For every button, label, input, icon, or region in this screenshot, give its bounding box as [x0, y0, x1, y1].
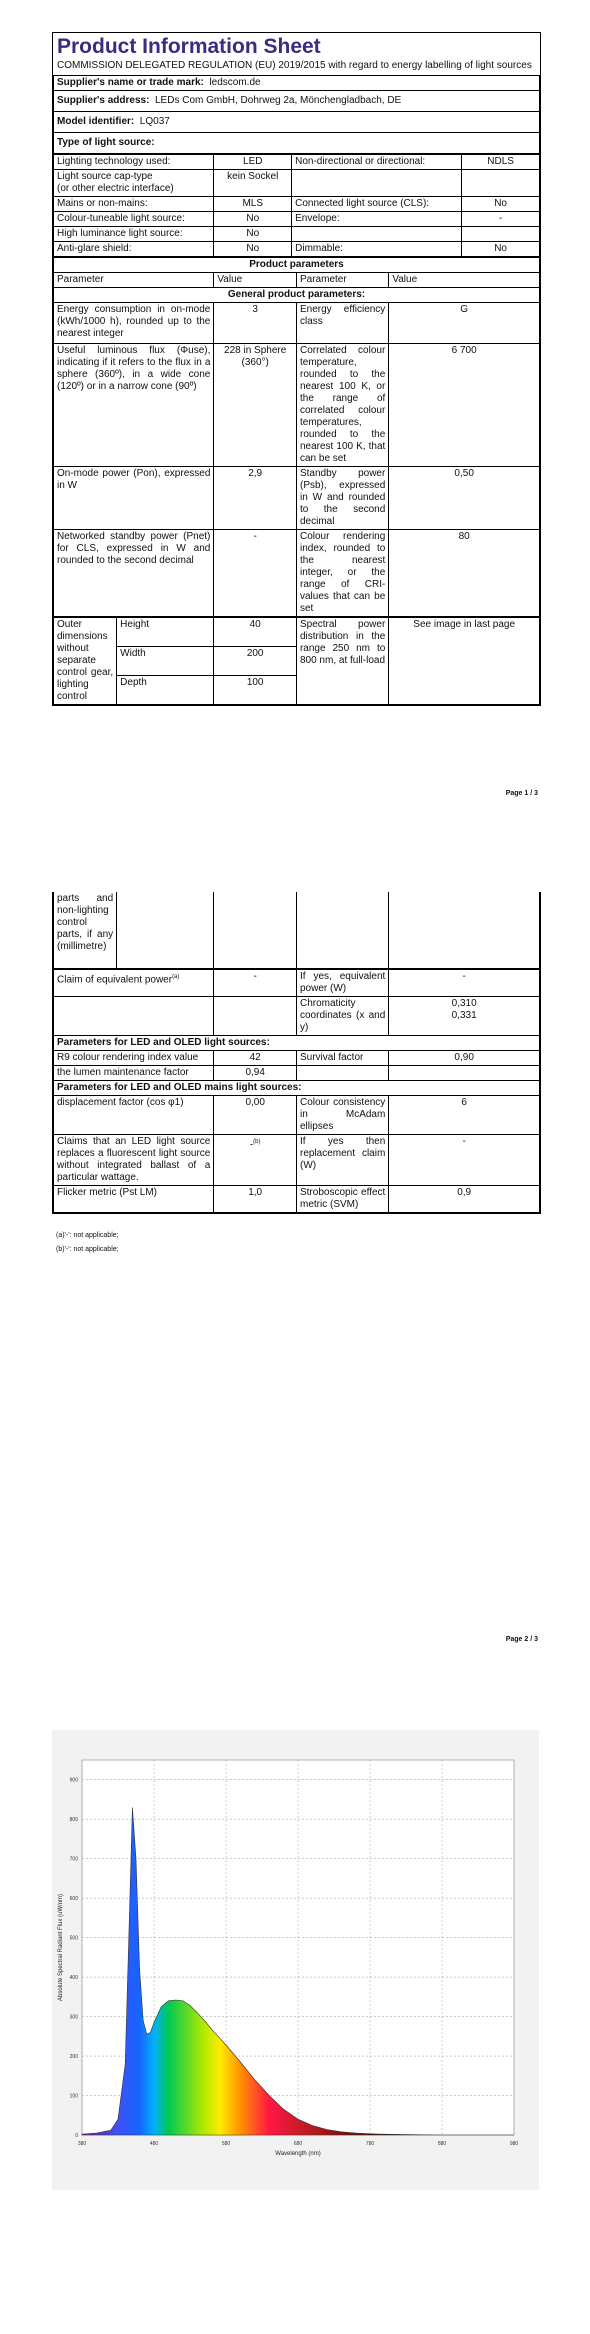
param-value-2: 80	[389, 530, 540, 617]
spec-label-2	[296, 1066, 388, 1081]
params-table	[53, 257, 540, 617]
spec-row	[54, 1135, 540, 1186]
spec-text: 1,0	[248, 1187, 263, 1198]
type-value: No	[214, 227, 292, 242]
spec-text: -	[462, 1136, 466, 1147]
spec-label	[54, 1066, 214, 1081]
spec-text: Survival factor	[299, 1052, 364, 1063]
type-value-2: NDLS	[462, 155, 540, 170]
y-tick-label: 200	[69, 2054, 78, 2061]
y-tick-label: 700	[69, 1856, 78, 1863]
spec-text: R9 colour rendering index value	[57, 1052, 199, 1063]
spec-text: Chromaticity coordinates (x and y)	[299, 998, 386, 1033]
param-label-2: Standby power (Psb), expressed in W and rounded to the second decimal	[296, 467, 388, 530]
spec-row	[54, 1051, 540, 1066]
param-value-2: G	[389, 303, 540, 344]
spec-text: If yes, equivalent power (W)	[299, 971, 386, 994]
info-sheet-page-1	[52, 32, 541, 706]
x-tick-label: 680	[293, 2141, 303, 2147]
y-tick-label: 400	[69, 1975, 78, 1982]
spec-label-2	[296, 1135, 388, 1186]
param-row	[54, 344, 540, 467]
type-label: High luminance light source:	[54, 227, 214, 242]
type-table	[53, 154, 540, 257]
dim-name: Depth	[117, 676, 214, 705]
type-label: Anti-glare shield:	[54, 242, 214, 257]
supplier-address: LEDs Com GmbH, Dohrweg 2a, Mönchengladbach, DE	[154, 95, 402, 106]
product-params-band: Product parameters	[54, 258, 540, 273]
param-value: 2,9	[214, 467, 297, 530]
mains-params-band: Parameters for LED and OLED mains light sources:	[54, 1081, 540, 1096]
dim-name: Height	[117, 618, 214, 647]
spec-label	[54, 970, 214, 997]
y-tick-label: 900	[69, 1777, 78, 1784]
param-label-2: Correlated colour temperature, rounded to the nearest 100 K, or the range of correlated colour temperatures, rounded to the nearest 100 K, that can be set	[296, 344, 388, 467]
spec-value	[214, 1066, 297, 1081]
type-label: Mains or non-mains:	[54, 197, 214, 212]
type-label: Lighting technology used:	[54, 155, 214, 170]
col-param-head: Parameter	[54, 273, 214, 288]
spec-label-2	[296, 1096, 388, 1135]
spec-row	[54, 1096, 540, 1135]
supplier-address-row	[54, 91, 540, 112]
param-row	[54, 303, 540, 344]
model-label: Model identifier:	[57, 116, 135, 127]
model-identifier: LQ037	[139, 116, 170, 127]
y-tick-label: 800	[69, 1817, 78, 1824]
y-tick-label: 0	[75, 2133, 78, 2139]
note-b: (b)'-': not applicable;	[56, 1246, 119, 1253]
type-value: kein Sockel	[214, 170, 292, 197]
spec-label	[54, 1135, 214, 1186]
param-label: Energy consumption in on-mode (kWh/1000 h), rounded up to the nearest integer	[54, 303, 214, 344]
dims-row	[54, 618, 540, 647]
type-value: No	[214, 212, 292, 227]
spec-text: the lumen maintenance factor	[57, 1067, 189, 1078]
col-value-head-2: Value	[389, 273, 540, 288]
x-tick-label: 880	[437, 2141, 447, 2147]
x-axis-label: Wavelength (nm)	[275, 2151, 321, 2157]
spec-value	[214, 1051, 297, 1066]
spec-label	[54, 997, 214, 1036]
col-value-head: Value	[214, 273, 297, 288]
dims-label-continued: parts and non-lighting control parts, if any (millimetre)	[54, 892, 117, 969]
x-tick-label: 980	[509, 2141, 519, 2147]
spec-label-2	[296, 1051, 388, 1066]
spec-value	[214, 1186, 297, 1213]
spec-value-2	[389, 997, 540, 1036]
spectrum-chart	[52, 1730, 539, 2190]
type-value-2: No	[462, 242, 540, 257]
spec-text: -	[253, 971, 257, 982]
model-row	[54, 112, 540, 133]
spec-value	[214, 970, 297, 997]
type-row	[54, 170, 540, 197]
dim-value: 100	[214, 676, 297, 705]
note-a: (a)'-': not applicable;	[56, 1232, 119, 1239]
y-axis-label: Absolute Spectral Radiant Flux (uW/nm)	[58, 1893, 64, 2002]
dim-value: 200	[214, 647, 297, 676]
type-value: MLS	[214, 197, 292, 212]
type-row	[54, 227, 540, 242]
spec-text: Colour consistency in McAdam ellipses	[299, 1097, 386, 1132]
general-params-band: General product parameters:	[54, 288, 540, 303]
spec-text: 0,9	[457, 1187, 472, 1198]
type-label: Light source cap-type (or other electric interface)	[54, 170, 214, 197]
spec-text: Claims that an LED light source replaces a fluorescent light source without integrated ballast of a particular wattage.	[57, 1136, 211, 1183]
supplier-address-label: Supplier's address:	[57, 95, 150, 106]
param-value: -	[214, 530, 297, 617]
type-header: Type of light source:	[54, 133, 540, 154]
led-params-band: Parameters for LED and OLED light sources:	[54, 1036, 540, 1051]
spec-text: Claim of equivalent power	[57, 974, 173, 986]
spd-label: Spectral power distribution in the range 250 nm to 800 nm, at full-load	[296, 618, 388, 705]
spec-row	[54, 1186, 540, 1213]
param-value-2: 6 700	[389, 344, 540, 467]
param-value: 228 in Sphere (360°)	[214, 344, 297, 467]
dim-value: 40	[214, 618, 297, 647]
spec-text: 0,90	[454, 1052, 474, 1063]
type-value: No	[214, 242, 292, 257]
param-row	[54, 467, 540, 530]
sheet-title: Product Information Sheet	[57, 35, 321, 58]
type-label-2: Non-directional or directional:	[292, 155, 462, 170]
param-value: 3	[214, 303, 297, 344]
x-tick-label: 780	[365, 2141, 375, 2147]
page-1-number: Page 1 / 3	[505, 790, 538, 797]
spec-text: -	[462, 971, 466, 982]
spec-value	[214, 1096, 297, 1135]
y-tick-label: 100	[69, 2093, 78, 2100]
spec-text: If yes then replacement claim (W)	[299, 1136, 386, 1171]
param-label: Networked standby power (Pnet) for CLS, expressed in W and rounded to the second decimal	[54, 530, 214, 617]
spec-label-2	[296, 997, 388, 1036]
type-value-2: No	[462, 197, 540, 212]
x-tick-label: 480	[149, 2141, 159, 2147]
type-value-2	[462, 227, 540, 242]
footnote-marker: (b)	[253, 1139, 261, 1145]
spec-value	[214, 997, 297, 1036]
spec-text: 6	[461, 1097, 467, 1108]
page-2-number: Page 2 / 3	[505, 1636, 538, 1643]
page-2-table	[53, 969, 540, 1213]
spec-label	[54, 1051, 214, 1066]
supplier-name-label: Supplier's name or trade mark:	[57, 77, 204, 88]
spec-text: -	[249, 1139, 254, 1151]
param-value-2: 0,50	[389, 467, 540, 530]
spec-text: 0,00	[245, 1097, 265, 1108]
y-tick-label: 300	[69, 2014, 78, 2021]
dims-table	[53, 617, 540, 705]
dims-continuation-table	[53, 892, 540, 969]
param-label: Useful luminous flux (Φuse), indicating if it refers to the flux in a sphere (360º), in a wide cone (120º) or in a narrow cone (90º)	[54, 344, 214, 467]
info-sheet-page-2	[52, 892, 541, 1214]
spd-value: See image in last page	[389, 618, 540, 705]
spec-text: displacement factor (cos φ1)	[57, 1097, 184, 1108]
type-value-2	[462, 170, 540, 197]
dims-label: Outer dimensions without separate control gear, lighting control	[54, 618, 117, 705]
x-tick-label: 580	[221, 2141, 231, 2147]
type-label-2: Envelope:	[292, 212, 462, 227]
supplier-table	[53, 75, 540, 154]
spec-text: 0,94	[245, 1067, 265, 1078]
spec-value-2	[389, 1066, 540, 1081]
type-row	[54, 197, 540, 212]
footnote-marker: (a)	[172, 974, 180, 980]
spec-value-2	[389, 1186, 540, 1213]
type-label-2: Connected light source (CLS):	[292, 197, 462, 212]
type-label-2	[292, 170, 462, 197]
type-row	[54, 212, 540, 227]
param-label-2: Colour rendering index, rounded to the nearest integer, or the range of CRI-values that can be set	[296, 530, 388, 617]
spec-row	[54, 1066, 540, 1081]
spec-value-2	[389, 970, 540, 997]
type-row	[54, 242, 540, 257]
spec-value	[214, 1135, 297, 1186]
type-label-2: Dimmable:	[292, 242, 462, 257]
spec-value-2	[389, 1051, 540, 1066]
spec-text: 42	[249, 1052, 261, 1063]
type-header-row	[54, 133, 540, 154]
spec-label	[54, 1096, 214, 1135]
type-label-2	[292, 227, 462, 242]
x-tick-label: 380	[77, 2141, 87, 2147]
param-label-2: Energy efficiency class	[296, 303, 388, 344]
spectrum-chart-svg	[52, 1730, 539, 2190]
param-row	[54, 530, 540, 617]
spec-text: Stroboscopic effect metric (SVM)	[299, 1187, 386, 1210]
supplier-name-row	[54, 76, 540, 91]
sheet-subtitle: COMMISSION DELEGATED REGULATION (EU) 2019/2015 with regard to energy labelling of light sources	[57, 60, 532, 71]
spec-label	[54, 1186, 214, 1213]
type-row	[54, 155, 540, 170]
type-value: LED	[214, 155, 292, 170]
type-label: Colour-tuneable light source:	[54, 212, 214, 227]
spec-text: Flicker metric (Pst LM)	[57, 1187, 157, 1198]
supplier-name: ledscom.de	[209, 77, 261, 88]
spec-label-2	[296, 970, 388, 997]
col-param-head-2: Parameter	[296, 273, 388, 288]
dim-name: Width	[117, 647, 214, 676]
param-label: On-mode power (Pon), expressed in W	[54, 467, 214, 530]
type-value-2: -	[462, 212, 540, 227]
y-tick-label: 600	[69, 1896, 78, 1903]
spec-value-2	[389, 1096, 540, 1135]
spec-row	[54, 997, 540, 1036]
spec-value-2	[389, 1135, 540, 1186]
spec-row	[54, 970, 540, 997]
spec-label-2	[296, 1186, 388, 1213]
spec-text: 0,310 0,331	[451, 998, 477, 1021]
y-tick-label: 500	[69, 1935, 78, 1942]
